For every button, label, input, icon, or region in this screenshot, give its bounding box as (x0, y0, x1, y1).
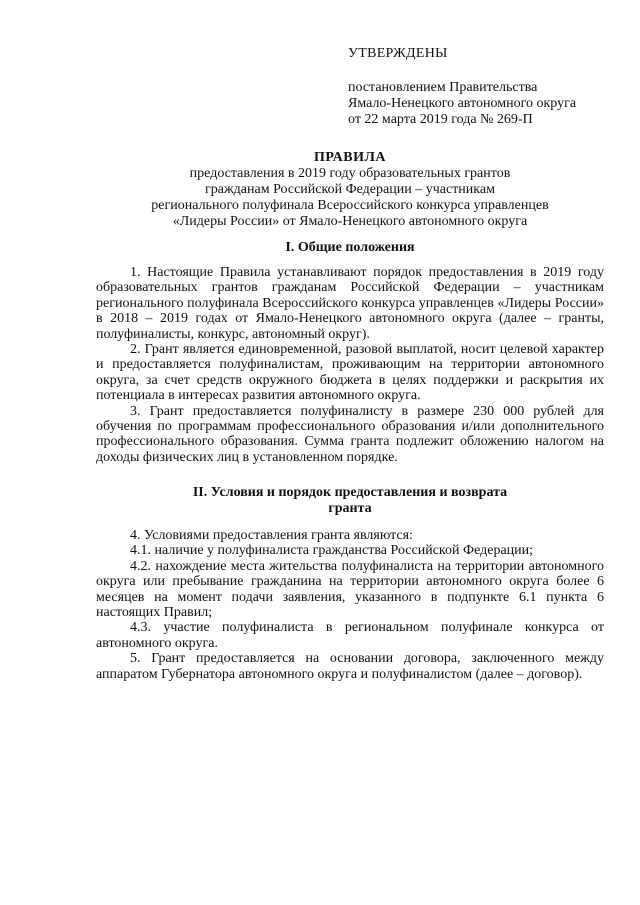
paragraph-4-2: 4.2. нахождение места жительства полуфиналиста на территории автономного округа или пребывание гражданина на территории автономного округа более 6 месяцев на момент подачи заявления, указанного в подпункте 6.1 пункта 6 настоящих Правил; (96, 558, 604, 621)
section-1-heading: I. Общие положения (285, 240, 415, 255)
section-2-heading-line-2: гранта (328, 501, 372, 516)
title-line-3: регионального полуфинала Всероссийского конкурса управленцев (151, 198, 549, 213)
approval-line-2: Ямало-Ненецкого автономного округа (348, 96, 577, 111)
section-2-heading (96, 485, 604, 517)
document-title-block (96, 150, 604, 230)
approval-line-1: постановлением Правительства (348, 80, 538, 95)
approval-block (348, 46, 576, 128)
section-1-body (96, 265, 604, 465)
paragraph-1: 1. Настоящие Правила устанавливают порядок предоставления в 2019 году образовательных грантов гражданам Российской Федерации – участникам регионального полуфинала Всероссийского конкурса управленцев «Лидеры России» в 2018 – 2019 годах от Ямало-Ненецкого автономного округа (далее – гранты, полуфиналисты, конкурс, автономный округ). (96, 265, 604, 342)
title-line-2: гражданам Российской Федерации – участникам (205, 182, 495, 197)
approval-line-3: от 22 марта 2019 года № 269-П (348, 112, 533, 127)
paragraph-2: 2. Грант является единовременной, разовой выплатой, носит целевой характер и предоставляется полуфиналистам, проживающим на территории автономного округа, за счет средств окружного бюджета в целях поддержки и раскрытия их потенциала в интересах развития автономного округа. (96, 342, 604, 404)
paragraph-4: 4. Условиями предоставления гранта являются: (130, 528, 413, 543)
approved-label: УТВЕРЖДЕНЫ (348, 46, 448, 61)
title-line-4: «Лидеры России» от Ямало-Ненецкого автономного округа (172, 214, 528, 229)
document-title: ПРАВИЛА (313, 150, 387, 165)
section-2-heading-line-1: II. Условия и порядок предоставления и возврата (192, 485, 508, 500)
section-2-body (96, 528, 604, 682)
paragraph-3: 3. Грант предоставляется полуфиналисту в размере 230 000 рублей для обучения по программам профессионального образования и/или дополнительного профессионального образования. Сумма гранта подлежит обложению налогом на доходы физических лиц в установленном порядке. (96, 403, 604, 465)
paragraph-4-1: 4.1. наличие у полуфиналиста гражданства Российской Федерации; (130, 543, 534, 559)
paragraph-4-3: 4.3. участие полуфиналиста в региональном полуфинале конкурса от автономного округа. (96, 620, 604, 651)
title-line-1: предоставления в 2019 году образовательных грантов (189, 166, 511, 181)
paragraph-5: 5. Грант предоставляется на основании договора, заключенного между аппаратом Губернатора автономного округа и полуфиналистом (далее – договор). (96, 651, 604, 682)
